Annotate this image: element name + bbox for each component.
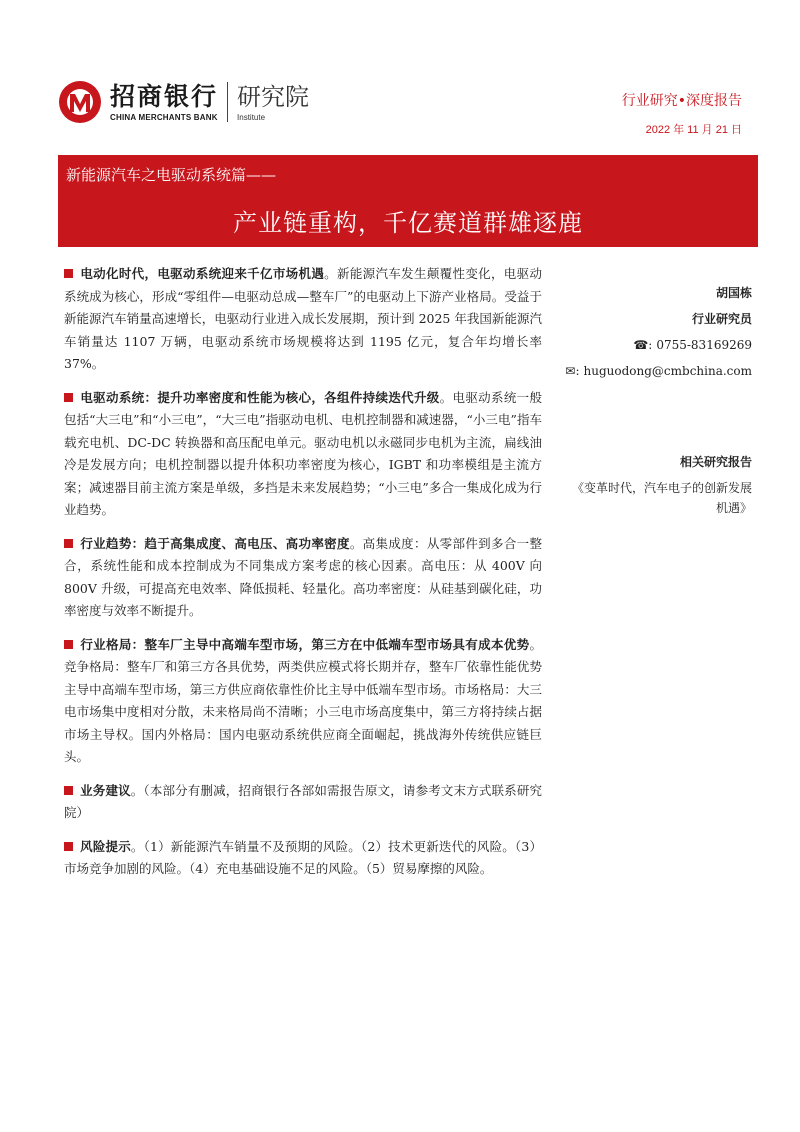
paragraph-text: 。电驱动系统一般包括“大三电”和“小三电”，“大三电”指驱动电机、电机控制器和减速器，“小三电”指车载充电机、DC-DC 转换器和高压配电单元。驱动电机以永磁同步电机为主流，扁线油冷是发展方向；电机控制器以提升体积功率密度为核心，IGBT 和功率模组是主流方案；减速器目前主流方案是单级，多挡是未来发展趋势；“小三电”多合一集成化成为行业趋势。 [64, 389, 542, 517]
summary-body [64, 263, 542, 892]
report-date: 2022 年 11 月 21 日 [645, 124, 742, 136]
analyst-phone [552, 332, 752, 358]
header-logo [58, 80, 309, 124]
summary-paragraph [64, 533, 542, 623]
paragraph-heading: 电动化时代，电驱动系统迎来千亿市场机遇 [80, 266, 325, 281]
paragraph-heading: 电驱动系统：提升功率密度和性能为核心，各组件持续迭代升级 [80, 389, 440, 405]
paragraph-text: 。（本部分有删减，招商银行各部如需报告原文，请参考文末方式联系研究院） [64, 782, 542, 820]
logo-divider [227, 82, 228, 122]
bank-name [110, 83, 218, 122]
analyst-role: 行业研究员 [691, 312, 752, 326]
paragraph-text: 。新能源汽车发生颠覆性变化，电驱动系统成为核心，形成“零组件—电驱动总成—整车厂”的电驱动上下游产业格局。受益于新能源汽车销量高速增长，电驱动行业进入成长发展期，预计到 2025 年我国新能源汽车销量达 1107 万辆，电驱动系统市场规模将达到 1195 亿元，复合年均增长率 37%。 [64, 266, 542, 371]
phone-icon: ☎: [633, 338, 653, 352]
phone-number: 0755-83169269 [656, 338, 752, 352]
cmb-logo-icon [58, 80, 102, 124]
paragraph-heading: 风险提示 [80, 838, 131, 854]
square-bullet-icon [64, 786, 73, 795]
paragraph-text: 。高集成度：从零部件到多合一整合，系统性能和成本控制成为不同集成方案考虑的核心因素。高电压：从 400V 向 800V 升级，可提高充电效率、降低损耗、轻量化。高功率密度：从硅基到碳化硅，功率密度与效率不断提升。 [64, 535, 542, 618]
institute-name-en: Institute [237, 112, 266, 122]
summary-paragraph [64, 387, 542, 522]
title-banner [58, 155, 758, 247]
banner-subtitle: 新能源汽车之电驱动系统篇—— [66, 166, 277, 184]
summary-paragraph [64, 263, 542, 376]
institute-name-cn: 研究院 [237, 82, 310, 111]
report-type: 行业研究•深度报告 [621, 93, 742, 109]
summary-paragraph [64, 780, 542, 825]
analyst-name: 胡国栋 [715, 286, 752, 300]
related-reports-title: 相关研究报告 [679, 455, 752, 469]
square-bullet-icon [64, 539, 73, 548]
paragraph-text: 。（1）新能源汽车销量不及预期的风险。（2）技术更新迭代的风险。（3）市场竞争加剧的风险。（4）充电基础设施不足的风险。（5）贸易摩擦的风险。 [64, 838, 542, 876]
analyst-email [552, 358, 752, 384]
square-bullet-icon [64, 842, 73, 851]
square-bullet-icon [64, 393, 73, 402]
report-title: 产业链重构，千亿赛道群雄逐鹿 [233, 209, 583, 237]
paragraph-text: 。竞争格局：整车厂和第三方各具优势，两类供应模式将长期并存，整车厂依靠性能优势主导中高端车型市场，第三方供应商依靠性价比主导中低端车型市场。市场格局：大三电市场集中度相对分散，未来格局尚不清晰；小三电市场高度集中，第三方将持续占据市场主导权。国内外格局：国内电驱动系统供应商全面崛起，挑战海外传统供应链巨头。 [64, 636, 542, 764]
paragraph-heading: 行业趋势：趋于高集成度、高电压、高功率密度 [80, 535, 350, 551]
mail-icon: ✉: [565, 364, 580, 378]
bank-name-cn: 招商银行 [110, 81, 219, 111]
square-bullet-icon [64, 269, 73, 278]
institute-name [237, 83, 309, 122]
related-report-link[interactable]: 《变革时代，汽车电子的创新发展机遇》 [571, 481, 752, 515]
paragraph-heading: 业务建议 [80, 782, 131, 798]
summary-paragraph [64, 836, 542, 881]
bank-name-en: CHINA MERCHANTS BANK [110, 112, 218, 122]
square-bullet-icon [64, 640, 73, 649]
paragraph-heading: 行业格局：整车厂主导中高端车型市场，第三方在中低端车型市场具有成本优势 [80, 636, 530, 652]
analyst-info [552, 280, 752, 384]
email-address[interactable]: huguodong@cmbchina.com [583, 364, 752, 378]
summary-paragraph [64, 634, 542, 769]
